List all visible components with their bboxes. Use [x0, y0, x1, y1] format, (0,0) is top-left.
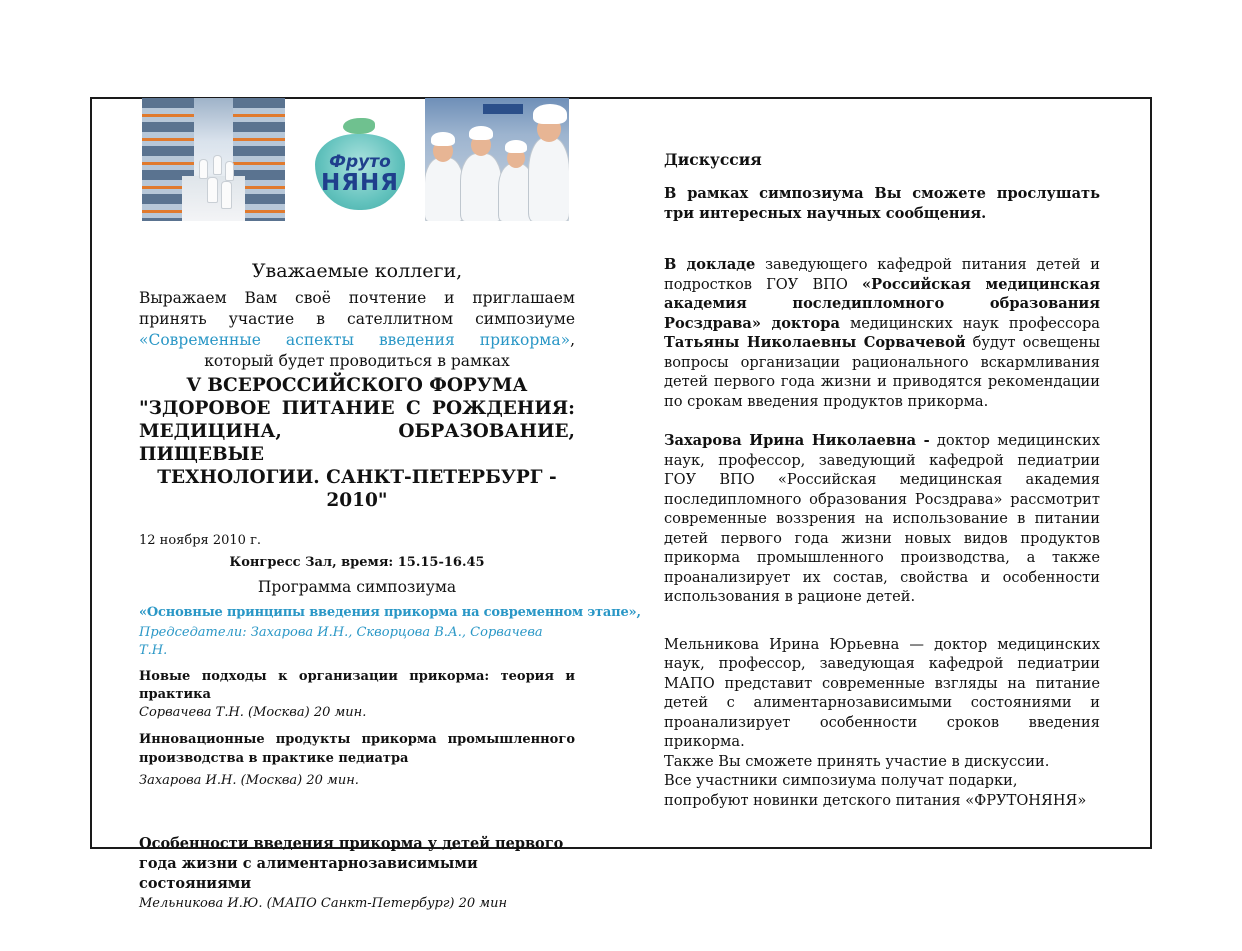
event-hall-time: Конгресс Зал, время: 15.15-16.45	[229, 555, 485, 570]
forum-title-body: "ЗДОРОВОЕ ПИТАНИЕ С РОЖДЕНИЯ: МЕДИЦИНА, ОБРАЗОВАНИЕ, ПИЩЕВЫЕ	[139, 398, 575, 465]
invitation-part-2: , который будет проводиться в рамках	[204, 331, 575, 370]
gifts-note: Все участники симпозиума получат подарки, попробуют новинки детского питания «ФРУТОНЯНЯ»	[664, 772, 1087, 809]
event-date: 12 ноября 2010 г.	[139, 533, 262, 548]
talk-2-author: Захарова И.Н. (Москва) 20 мин.	[139, 773, 359, 788]
report-paragraph-2	[664, 431, 1100, 607]
discussion-note: Также Вы сможете принять участие в дискуссии.	[664, 752, 1050, 770]
logo-line-2: НЯНЯ	[321, 170, 399, 196]
p1-text-3: будут освещены вопросы организации рационального вскармливания детей первого года жизни и приводятся рекомендации по срокам введения продуктов прикорма.	[664, 334, 1101, 410]
program-title: Программа симпозиума	[257, 578, 457, 596]
lab-staff-photo	[425, 98, 569, 221]
greeting: Уважаемые коллеги,	[251, 260, 463, 282]
lead-paragraph: В рамках симпозиума Вы сможете прослушать три интересных научных сообщения.	[664, 185, 1100, 222]
invitation-text	[139, 288, 575, 372]
report-paragraph-3: Мельникова Ирина Юрьевна — доктор медицинских наук, профессор, заведующая кафедрой педиатрии МАПО представит современные взгляды на питание детей с алиментарнозависимыми состояниями и проанализирует особенности сроков введения прикорма.	[664, 635, 1100, 750]
discussion-title: Дискуссия	[664, 150, 762, 169]
p2-text: доктор медицинских наук, профессор, заведующий кафедрой педиатрии ГОУ ВПО «Российская медицинская академия последипломного образования Росздрава» рассмотрит современные воззрения на использование в питании детей первого года жизни новых видов продуктов прикорма промышленного производства, а также проанализирует их состав, свойства и особенности использования в рационе детей.	[664, 432, 1100, 605]
frutonyanya-logo	[305, 112, 413, 212]
talk-1-title: Новые подходы к организации прикорма: теория и практика	[139, 669, 575, 702]
forum-title-last: ТЕХНОЛОГИИ. САНКТ-ПЕТЕРБУРГ - 2010"	[157, 467, 557, 511]
forum-title-line-1: V ВСЕРОССИЙСКОГО ФОРУМА	[186, 375, 528, 396]
p1-text-2: медицинских наук профессора	[839, 314, 1101, 332]
left-column	[139, 258, 641, 913]
talk-1-author: Сорвачева Т.Н. (Москва) 20 мин.	[139, 705, 367, 720]
right-column	[664, 148, 1100, 810]
p1-bold-3: Татьяны Николаевны Сорвачевой	[664, 334, 966, 351]
program-chairs: Председатели: Захарова И.Н., Скворцова В.А., Сорвачева Т.Н.	[139, 625, 543, 658]
talk-2-title: Инновационные продукты прикорма промышленного производства в практике педиатра	[139, 732, 575, 766]
p1-bold-2: «Российская медицинская академия последипломного образования Росздрава» доктора	[664, 275, 1100, 332]
talk-3-title: Особенности введения прикорма у детей первого года жизни с алиментарнозависимыми состояниями	[139, 835, 564, 892]
warehouse-photo	[142, 98, 285, 221]
p1-text-1: заведующего кафедрой питания детей и подростков ГОУ ВПО	[664, 256, 1100, 293]
logo-bag-icon	[315, 134, 405, 210]
report-paragraph-1	[664, 255, 1100, 411]
program-main-topic: «Основные принципы введения прикорма на современном этапе»,	[139, 605, 641, 620]
p2-bold: Захарова Ирина Николаевна -	[664, 432, 930, 449]
talk-3-author: Мельникова И.Ю. (МАПО Санкт-Петербург) 20 мин	[139, 896, 508, 911]
logo-line-1: Фрутo	[329, 152, 391, 172]
symposium-title-link: «Современные аспекты введения прикорма»	[139, 331, 571, 349]
p1-bold-1: В докладе	[664, 256, 756, 273]
stork-icon	[343, 118, 375, 134]
invitation-part-1: Выражаем Вам своё почтение и приглашаем принять участие в сателлитном симпозиуме	[139, 289, 575, 328]
